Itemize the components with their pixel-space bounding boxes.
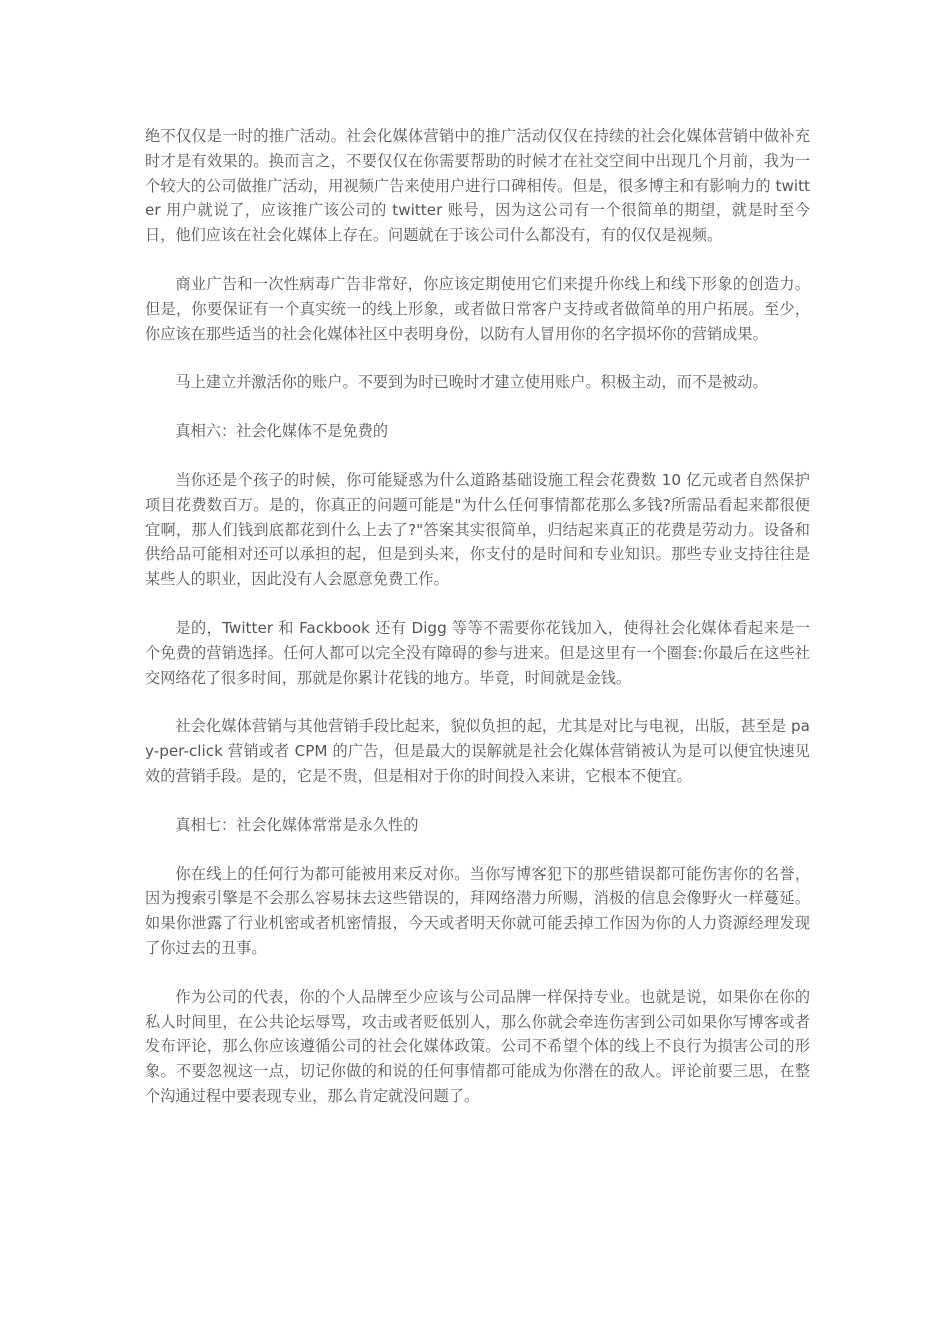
document-page [145,124,810,1133]
paragraph-commercial-ads: 商业广告和一次性病毒广告非常好，你应该定期使用它们来提升你线上和线下形象的创造力。但是，你要保证有一个真实统一的线上形象，或者做日常客户支持或者做简单的用户拓展。至少，你应该在那些适当的社会化媒体社区中表明身份，以防有人冒用你的名字损坏你的营销成果。 [145,274,810,343]
paragraph-intro-continued: 绝不仅仅是一时的推广活动。社会化媒体营销中的推广活动仅仅在持续的社会化媒体营销中做补充时才是有效果的。换而言之，不要仅仅在你需要帮助的时候才在社交空间中出现几个月前，我为一个较大的公司做推广活动，用视频广告来使用户进行口碑相传。但是，很多博主和有影响力的 twitter 用户就说了，应该推广该公司的 twitter 账号，因为这公司有一个很简单的期望，就是时至今日，他们应该在社会化媒体上存在。问题就在于该公司什么都没有，有的仅仅是视频。 [145,127,810,245]
paragraph-online-permanence: 你在线上的任何行为都可能被用来反对你。当你写博客犯下的那些错误都可能伤害你的名誉，因为搜索引擎是不会那么容易抹去这些错误的，拜网络潜力所赐，消极的信息会像野火一样蔓延。如果你泄露了行业机密或者机密情报，今天或者明天你就可能丢掉工作因为你的人力资源经理发现了你过去的丑事。 [145,864,810,957]
paragraph-free-platforms: 是的，Twitter 和 Fackbook 还有 Digg 等等不需要你花钱加入，使得社会化媒体看起来是一个免费的营销选择。任何人都可以完全没有障碍的参与进来。但是这里有一个圈套:你最后在这些社交网络花了很多时间，那就是你累计花钱的地方。毕竟，时间就是金钱。 [145,618,810,687]
paragraph-company-representative: 作为公司的代表，你的个人品牌至少应该与公司品牌一样保持专业。也就是说，如果你在你的私人时间里，在公共论坛辱骂，攻击或者贬低别人，那么你就会牵连伤害到公司如果你写博客或者发布评论，那么你应该遵循公司的社会化媒体政策。公司不希望个体的线上不良行为损害公司的形象。不要忽视这一点，切记你做的和说的任何事情都可能成为你潜在的敌人。评论前要三思，在整个沟通过程中要表现专业，那么肯定就没问题了。 [145,987,810,1105]
section-heading-truth-six: 真相六：社会化媒体不是免费的 [175,422,389,441]
section-heading-truth-seven: 真相七：社会化媒体常常是永久性的 [175,815,419,834]
paragraph-cost-comparison: 社会化媒体营销与其他营销手段比起来，貌似负担的起，尤其是对比与电视，出版，甚至是 pay-per-click 营销或者 CPM 的广告，但是最大的误解就是社会化媒体营销被认为是可以便宜快速见效的营销手段。是的，它是不贵，但是相对于你的时间投入来讲，它根本不便宜。 [145,717,810,785]
paragraph-activate-accounts: 马上建立并激活你的账户。不要到为时已晚时才建立使用账户。积极主动，而不是被动。 [175,373,768,392]
paragraph-childhood-costs: 当你还是个孩子的时候，你可能疑惑为什么道路基础设施工程会花费数 10 亿元或者自然保护项目花费数百万。是的，你真正的问题可能是"为什么任何事情都花那么多钱?所需品看起来都很便宜啊，那人们钱到底都花到什么上去了?"答案其实很简单，归结起来真正的花费是劳动力。设备和供给品可能相对还可以承担的起，但是到头来，你支付的是时间和专业知识。那些专业支持往往是某些人的职业，因此没有人会愿意免费工作。 [145,470,810,589]
